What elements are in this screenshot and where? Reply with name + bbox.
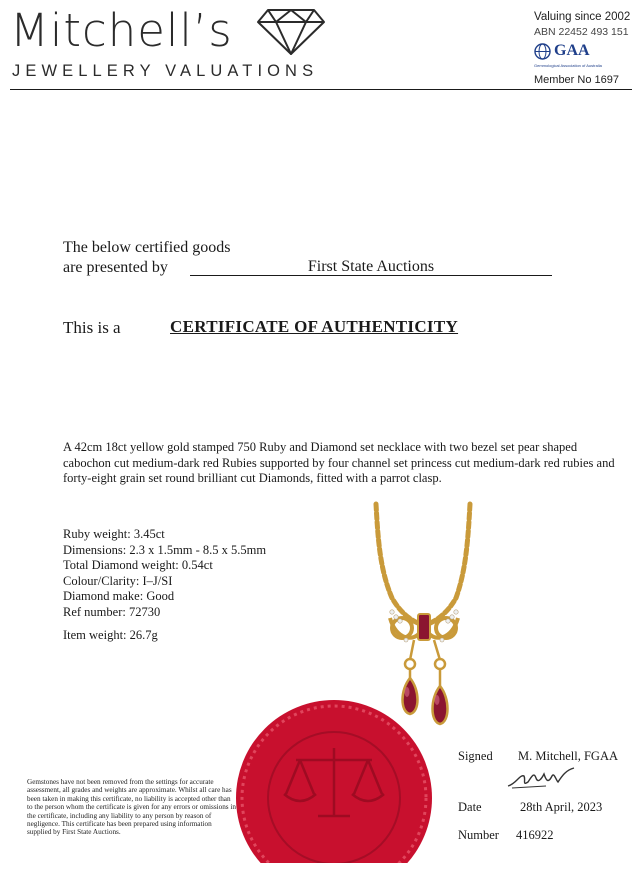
number-label: Number bbox=[458, 828, 499, 842]
brand-name: Mitchell’s bbox=[10, 4, 233, 57]
presenter-name: First State Auctions bbox=[190, 258, 552, 276]
gaa-globe-icon bbox=[534, 43, 551, 60]
wax-seal-icon bbox=[234, 698, 434, 863]
certificate-number: 416922 bbox=[516, 828, 554, 842]
spec-dimensions: Dimensions: 2.3 x 1.5mm - 8.5 x 5.5mm bbox=[63, 542, 267, 557]
gaa-full-name: Gemmological Association of Australia bbox=[534, 63, 602, 68]
valuing-since: Valuing since 2002 bbox=[534, 11, 631, 23]
gaa-badge bbox=[534, 42, 590, 60]
date-label: Date bbox=[458, 800, 482, 814]
handwritten-signature bbox=[506, 764, 576, 792]
certificate-title: CERTIFICATE OF AUTHENTICITY bbox=[170, 317, 459, 336]
header-divider bbox=[10, 89, 632, 90]
brand-subtitle: JEWELLERY VALUATIONS bbox=[12, 62, 319, 80]
item-weight: Item weight: 26.7g bbox=[63, 628, 158, 642]
signed-name: M. Mitchell, FGAA bbox=[518, 749, 618, 763]
this-is-label: This is a bbox=[63, 318, 121, 337]
date-value: 28th April, 2023 bbox=[520, 800, 603, 814]
spec-ref-number: Ref number: 72730 bbox=[63, 604, 161, 619]
spec-diamond-make: Diamond make: Good bbox=[63, 589, 175, 603]
member-number: Member No 1697 bbox=[534, 74, 619, 86]
spec-ruby-weight: Ruby weight: 3.45ct bbox=[63, 527, 165, 541]
item-description: A 42cm 18ct yellow gold stamped 750 Ruby and Diamond set necklace with two bezel set pear shaped cabochon cut medium-dark red Rubies supported by four channel set princess cut medium-dark red rubies and forty-eight grain set round brilliant cut Diamonds, fitted with a parrot clasp. bbox=[63, 440, 615, 485]
abn-number: ABN 22452 493 151 bbox=[534, 26, 629, 38]
presented-line-2: are presented by bbox=[63, 259, 168, 276]
gaa-label: GAA bbox=[554, 42, 590, 59]
spec-list bbox=[63, 527, 266, 620]
spec-diamond-weight: Total Diamond weight: 0.54ct bbox=[63, 558, 213, 572]
disclaimer-text: Gemstones have not been removed from the settings for accurate assessment, all grades and weights are approximate. Whilst all care has been taken in making this certificate, no liability is accepted other than to the person whom the certificate is given for any errors or omissions in the certificate, including any liability to any person by reason of negligence. This certificate has been prepared using information supplied by First State Auctions. bbox=[27, 778, 236, 837]
signed-label: Signed bbox=[458, 749, 493, 763]
spec-colour-clarity: Colour/Clarity: I–J/SI bbox=[63, 573, 173, 588]
necklace-photo bbox=[362, 500, 492, 730]
presented-line-1: The below certified goods bbox=[63, 239, 231, 256]
diamond-logo-icon bbox=[256, 6, 326, 56]
